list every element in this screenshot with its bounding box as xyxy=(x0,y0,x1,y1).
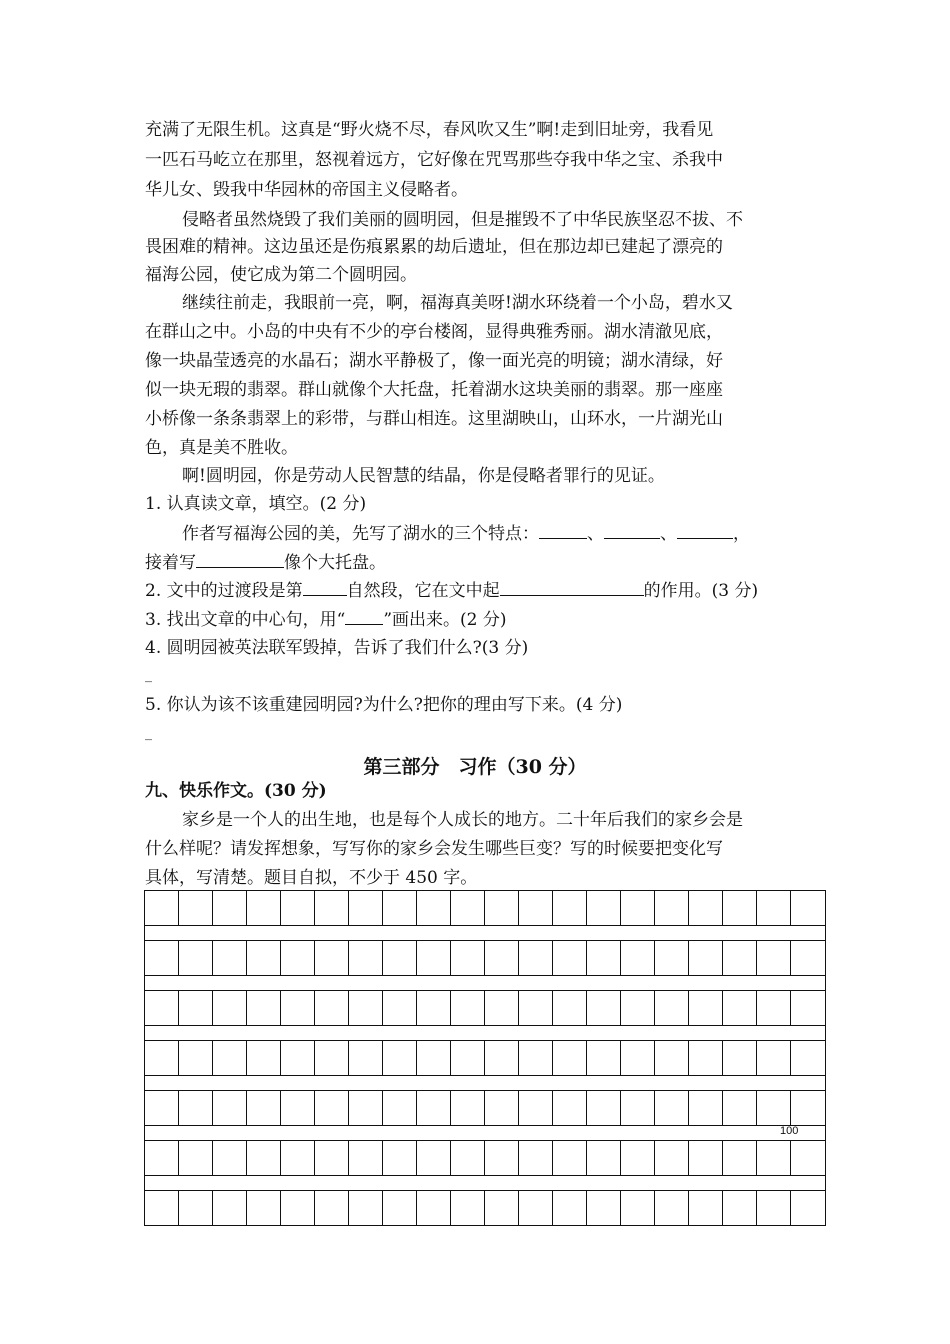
grid-cell[interactable] xyxy=(179,1041,213,1075)
grid-cell[interactable] xyxy=(383,1191,417,1225)
grid-row[interactable] xyxy=(144,1140,826,1176)
separator: 、 xyxy=(587,524,604,544)
grid-cell[interactable] xyxy=(213,891,247,925)
grid-cell[interactable] xyxy=(791,1141,825,1175)
grid-cell[interactable] xyxy=(553,991,587,1025)
grid-row[interactable] xyxy=(144,1090,826,1126)
answer-blank[interactable] xyxy=(677,523,733,539)
grid-cell[interactable] xyxy=(281,991,315,1025)
grid-cell[interactable] xyxy=(723,1141,757,1175)
question-1: 1. 认真读文章，填空。(2 分) xyxy=(145,494,367,514)
grid-cell[interactable] xyxy=(281,1091,315,1125)
passage-line: 华儿女、毁我中华园林的帝国主义侵略者。 xyxy=(145,180,468,200)
grid-cell[interactable] xyxy=(179,941,213,975)
grid-row[interactable] xyxy=(144,890,826,926)
grid-cell[interactable] xyxy=(145,1191,179,1225)
grid-cell[interactable] xyxy=(757,941,791,975)
grid-cell[interactable] xyxy=(417,1091,451,1125)
grid-cell[interactable] xyxy=(349,991,383,1025)
grid-cell[interactable] xyxy=(213,1191,247,1225)
question-1-fill-line-2 xyxy=(145,552,386,573)
grid-cell[interactable] xyxy=(417,1041,451,1075)
passage-line: 像一块晶莹透亮的水晶石；湖水平静极了，像一面光亮的明镜；湖水清绿，好 xyxy=(145,351,723,371)
grid-cell[interactable] xyxy=(519,1141,553,1175)
grid-cell[interactable] xyxy=(179,991,213,1025)
grid-row-gap xyxy=(144,1076,826,1090)
grid-cell[interactable] xyxy=(655,1191,689,1225)
grid-cell[interactable] xyxy=(587,1091,621,1125)
grid-cell[interactable] xyxy=(553,1141,587,1175)
grid-cell[interactable] xyxy=(247,1041,281,1075)
passage-line: 充满了无限生机。这真是“野火烧不尽，春风吹又生”啊!走到旧址旁，我看见 xyxy=(145,120,714,140)
grid-cell[interactable] xyxy=(791,891,825,925)
grid-cell[interactable] xyxy=(485,1141,519,1175)
grid-cell[interactable] xyxy=(247,1191,281,1225)
grid-cell[interactable] xyxy=(451,941,485,975)
grid-cell[interactable] xyxy=(655,941,689,975)
grid-cell[interactable] xyxy=(213,1091,247,1125)
grid-cell[interactable] xyxy=(723,991,757,1025)
grid-cell[interactable] xyxy=(587,941,621,975)
grid-cell[interactable] xyxy=(689,1141,723,1175)
grid-cell[interactable] xyxy=(247,1091,281,1125)
grid-cell[interactable] xyxy=(281,1191,315,1225)
answer-blank[interactable] xyxy=(500,580,644,596)
grid-cell[interactable] xyxy=(519,1041,553,1075)
grid-row-gap xyxy=(144,976,826,990)
passage-line: 啊!圆明园，你是劳动人民智慧的结晶，你是侵略者罪行的见证。 xyxy=(182,466,665,486)
grid-cell[interactable] xyxy=(315,991,349,1025)
grid-cell[interactable] xyxy=(451,1141,485,1175)
grid-cell[interactable] xyxy=(519,991,553,1025)
grid-cell[interactable] xyxy=(621,991,655,1025)
grid-cell[interactable] xyxy=(315,941,349,975)
grid-cell[interactable] xyxy=(791,1041,825,1075)
grid-cell[interactable] xyxy=(383,1141,417,1175)
grid-cell[interactable] xyxy=(587,1191,621,1225)
grid-cell[interactable] xyxy=(689,891,723,925)
grid-cell[interactable] xyxy=(757,1041,791,1075)
grid-cell[interactable] xyxy=(689,991,723,1025)
grid-cell[interactable] xyxy=(417,891,451,925)
grid-cell[interactable] xyxy=(791,1091,825,1125)
grid-row[interactable] xyxy=(144,990,826,1026)
grid-cell[interactable] xyxy=(451,1091,485,1125)
grid-cell[interactable] xyxy=(485,1191,519,1225)
grid-cell[interactable] xyxy=(349,891,383,925)
grid-cell[interactable] xyxy=(723,891,757,925)
question-text: 的作用。(3 分) xyxy=(643,581,759,601)
question-1-fill-line xyxy=(182,523,750,544)
grid-cell[interactable] xyxy=(655,1091,689,1125)
grid-cell[interactable] xyxy=(587,991,621,1025)
grid-cell[interactable] xyxy=(179,1191,213,1225)
grid-cell[interactable] xyxy=(757,1091,791,1125)
grid-cell[interactable] xyxy=(655,991,689,1025)
passage-line: 色，真是美不胜收。 xyxy=(145,438,298,458)
grid-cell[interactable] xyxy=(315,1141,349,1175)
grid-cell[interactable] xyxy=(315,1041,349,1075)
grid-cell[interactable] xyxy=(281,1141,315,1175)
prompt-line: 具体，写清楚。题目自拟，不少于 450 字。 xyxy=(145,868,478,888)
question-4: 4. 圆明园被英法联军毁掉，告诉了我们什么?(3 分) xyxy=(145,638,529,658)
grid-cell[interactable] xyxy=(451,1191,485,1225)
passage-line: 侵略者虽然烧毁了我们美丽的圆明园，但是摧毁不了中华民族坚忍不拔、不 xyxy=(182,210,743,230)
grid-cell[interactable] xyxy=(587,1141,621,1175)
grid-cell[interactable] xyxy=(179,1141,213,1175)
grid-cell[interactable] xyxy=(383,991,417,1025)
grid-cell[interactable] xyxy=(213,941,247,975)
grid-cell[interactable] xyxy=(553,891,587,925)
grid-cell[interactable] xyxy=(145,991,179,1025)
grid-cell[interactable] xyxy=(349,1141,383,1175)
grid-cell[interactable] xyxy=(213,1141,247,1175)
grid-cell[interactable] xyxy=(519,941,553,975)
grid-row-gap xyxy=(144,1126,826,1140)
answer-blank[interactable] xyxy=(303,580,347,596)
grid-cell[interactable] xyxy=(349,1191,383,1225)
grid-cell[interactable] xyxy=(587,891,621,925)
passage-line: 小桥像一条条翡翠上的彩带，与群山相连。这里湖映山，山环水，一片湖光山 xyxy=(145,409,723,429)
grid-cell[interactable] xyxy=(553,941,587,975)
grid-cell[interactable] xyxy=(689,1191,723,1225)
grid-row[interactable] xyxy=(144,1040,826,1076)
question-2 xyxy=(145,580,758,601)
grid-cell[interactable] xyxy=(247,991,281,1025)
answer-blank[interactable] xyxy=(196,552,284,568)
grid-cell[interactable] xyxy=(281,891,315,925)
grid-cell[interactable] xyxy=(315,1091,349,1125)
answer-line-mark[interactable]: _ xyxy=(145,667,152,683)
grid-cell[interactable] xyxy=(621,891,655,925)
question-text: 2. 文中的过渡段是第 xyxy=(145,581,303,601)
grid-cell[interactable] xyxy=(349,1091,383,1125)
grid-row-gap xyxy=(144,1026,826,1040)
grid-cell[interactable] xyxy=(281,1041,315,1075)
grid-cell[interactable] xyxy=(723,1091,757,1125)
grid-cell[interactable] xyxy=(349,1041,383,1075)
question-text: 3. 找出文章的中心句，用“ xyxy=(145,610,346,630)
grid-cell[interactable] xyxy=(519,891,553,925)
grid-cell[interactable] xyxy=(383,941,417,975)
grid-cell[interactable] xyxy=(485,1041,519,1075)
grid-row[interactable] xyxy=(144,940,826,976)
grid-row[interactable] xyxy=(144,1190,826,1226)
grid-row-gap xyxy=(144,926,826,940)
question-text: ”画出来。(2 分) xyxy=(383,610,507,630)
grid-cell[interactable] xyxy=(451,991,485,1025)
grid-cell[interactable] xyxy=(757,991,791,1025)
grid-cell[interactable] xyxy=(553,1041,587,1075)
grid-cell[interactable] xyxy=(315,1191,349,1225)
grid-cell[interactable] xyxy=(179,891,213,925)
question-3 xyxy=(145,609,507,630)
grid-cell[interactable] xyxy=(723,1191,757,1225)
grid-cell[interactable] xyxy=(417,991,451,1025)
separator: ， xyxy=(733,524,750,544)
grid-cell[interactable] xyxy=(417,941,451,975)
question-5: 5. 你认为该不该重建园明园?为什么?把你的理由写下来。(4 分) xyxy=(145,695,623,715)
question-text: 接着写 xyxy=(145,553,196,573)
grid-cell[interactable] xyxy=(621,1041,655,1075)
grid-cell[interactable] xyxy=(485,891,519,925)
grid-cell[interactable] xyxy=(145,1091,179,1125)
grid-cell[interactable] xyxy=(757,891,791,925)
passage-line: 畏困难的精神。这边虽还是伤痕累累的劫后遗址，但在那边却已建起了漂亮的 xyxy=(145,237,723,257)
passage-line: 福海公园，使它成为第二个圆明园。 xyxy=(145,265,417,285)
grid-cell[interactable] xyxy=(145,1041,179,1075)
character-count-label: 100 xyxy=(780,1125,799,1137)
grid-cell[interactable] xyxy=(485,941,519,975)
question-text: 作者写福海公园的美，先写了湖水的三个特点： xyxy=(182,524,539,544)
prompt-line: 什么样呢？请发挥想象，写写你的家乡会发生哪些巨变？写的时候要把变化写 xyxy=(145,839,723,859)
answer-blank[interactable] xyxy=(345,609,383,625)
grid-cell[interactable] xyxy=(485,991,519,1025)
grid-cell[interactable] xyxy=(757,1191,791,1225)
grid-cell[interactable] xyxy=(383,891,417,925)
passage-line: 似一块无瑕的翡翠。群山就像个大托盘，托着湖水这块美丽的翡翠。那一座座 xyxy=(145,380,723,400)
passage-line: 在群山之中。小岛的中央有不少的亭台楼阁，显得典雅秀丽。湖水清澈见底， xyxy=(145,322,723,342)
grid-cell[interactable] xyxy=(655,891,689,925)
grid-cell[interactable] xyxy=(689,1091,723,1125)
grid-cell[interactable] xyxy=(621,1091,655,1125)
part-title: 第三部分 习作（30 分） xyxy=(363,756,587,778)
section-heading: 九、快乐作文。(30 分) xyxy=(145,781,327,801)
passage-line: 一匹石马屹立在那里，怒视着远方，它好像在咒骂那些夺我中华之宝、杀我中 xyxy=(145,150,723,170)
grid-cell[interactable] xyxy=(655,1141,689,1175)
grid-cell[interactable] xyxy=(553,1091,587,1125)
answer-line-mark[interactable]: _ xyxy=(145,725,152,741)
grid-cell[interactable] xyxy=(451,891,485,925)
grid-cell[interactable] xyxy=(553,1191,587,1225)
grid-cell[interactable] xyxy=(519,1091,553,1125)
grid-cell[interactable] xyxy=(791,1191,825,1225)
separator: 、 xyxy=(660,524,677,544)
grid-cell[interactable] xyxy=(383,1041,417,1075)
grid-cell[interactable] xyxy=(247,941,281,975)
grid-cell[interactable] xyxy=(349,941,383,975)
grid-cell[interactable] xyxy=(689,941,723,975)
passage-line: 继续往前走，我眼前一亮，啊，福海真美呀!湖水环绕着一个小岛，碧水又 xyxy=(182,293,733,313)
grid-cell[interactable] xyxy=(485,1091,519,1125)
grid-cell[interactable] xyxy=(757,1141,791,1175)
grid-cell[interactable] xyxy=(519,1191,553,1225)
grid-cell[interactable] xyxy=(723,941,757,975)
grid-cell[interactable] xyxy=(179,1091,213,1125)
grid-cell[interactable] xyxy=(145,1141,179,1175)
answer-blank[interactable] xyxy=(604,523,660,539)
grid-cell[interactable] xyxy=(621,1141,655,1175)
grid-cell[interactable] xyxy=(621,941,655,975)
grid-cell[interactable] xyxy=(587,1041,621,1075)
prompt-line: 家乡是一个人的出生地，也是每个人成长的地方。二十年后我们的家乡会是 xyxy=(182,810,743,830)
grid-cell[interactable] xyxy=(417,1141,451,1175)
grid-cell[interactable] xyxy=(723,1041,757,1075)
grid-cell[interactable] xyxy=(213,991,247,1025)
grid-cell[interactable] xyxy=(417,1191,451,1225)
grid-cell[interactable] xyxy=(145,891,179,925)
grid-cell[interactable] xyxy=(689,1041,723,1075)
grid-row-gap xyxy=(144,1176,826,1190)
question-text: 像个大托盘。 xyxy=(284,553,386,573)
grid-cell[interactable] xyxy=(213,1041,247,1075)
grid-cell[interactable] xyxy=(655,1041,689,1075)
grid-cell[interactable] xyxy=(451,1041,485,1075)
grid-cell[interactable] xyxy=(791,991,825,1025)
grid-cell[interactable] xyxy=(281,941,315,975)
question-text: 自然段，它在文中起 xyxy=(346,581,500,601)
answer-blank[interactable] xyxy=(539,523,587,539)
grid-cell[interactable] xyxy=(247,891,281,925)
grid-cell[interactable] xyxy=(621,1191,655,1225)
grid-cell[interactable] xyxy=(315,891,349,925)
grid-cell[interactable] xyxy=(145,941,179,975)
grid-cell[interactable] xyxy=(791,941,825,975)
grid-cell[interactable] xyxy=(247,1141,281,1175)
grid-cell[interactable] xyxy=(383,1091,417,1125)
